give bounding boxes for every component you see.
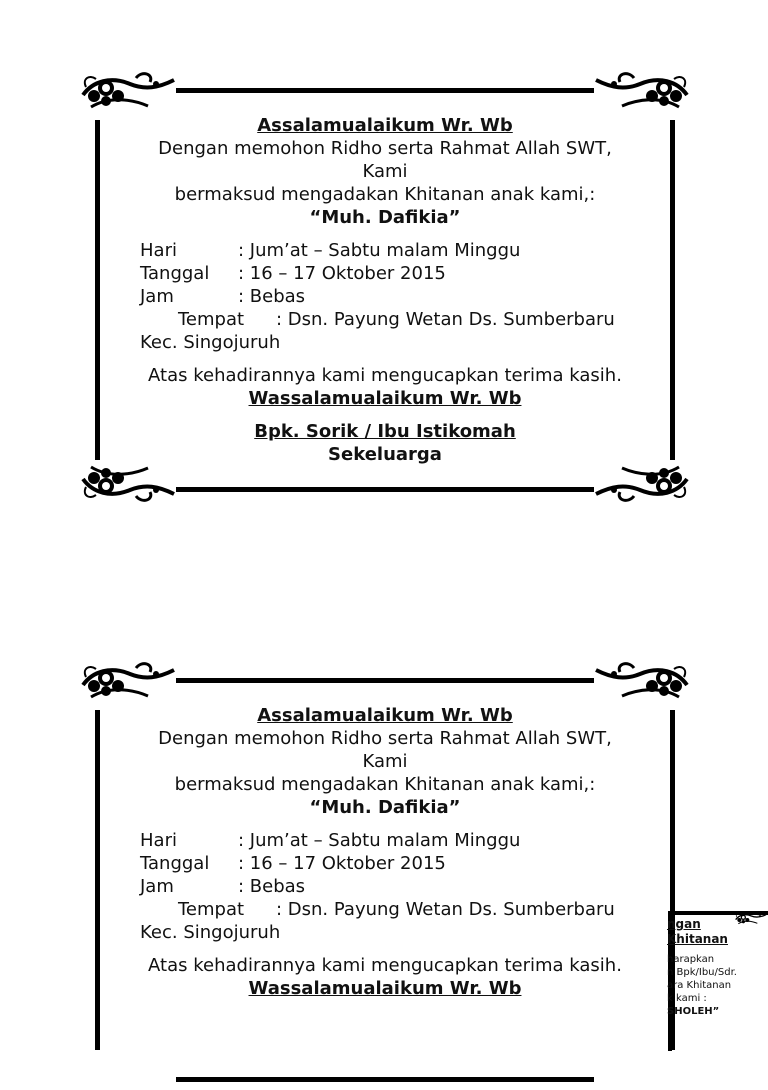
intro-line: Kami <box>362 751 408 772</box>
detail-label: Hari <box>140 240 177 261</box>
detail-value: : 16 – 17 Oktober 2015 <box>238 853 446 874</box>
event-details <box>140 239 664 354</box>
detail-value: : Jum’at – Sabtu malam Minggu <box>238 830 521 851</box>
detail-row <box>140 852 664 875</box>
frame-top-border <box>176 678 594 683</box>
partial-line: Khitanan <box>667 932 728 946</box>
partial-line: ngan <box>667 917 701 931</box>
frame-bottom-border <box>176 487 594 492</box>
corner-ornament-icon <box>734 905 768 933</box>
partial-line: ara Khitanan <box>667 980 732 991</box>
detail-value: : Bebas <box>238 876 306 897</box>
greeting: Assalamualaikum Wr. Wb <box>257 115 513 136</box>
detail-label: Tempat <box>178 899 245 920</box>
frame-top-border <box>176 88 594 93</box>
corner-ornament-icon <box>78 662 180 704</box>
thanks-line: Atas kehadirannya kami mengucapkan terima kasih. <box>148 365 622 386</box>
hosts: Bpk. Sorik / Ibu Istikomah <box>254 421 516 442</box>
detail-label: Jam <box>140 286 174 307</box>
family: Sekeluarga <box>328 444 442 465</box>
invitation-content <box>106 704 664 1000</box>
event-details <box>140 829 664 944</box>
detail-row <box>140 875 664 898</box>
detail-value: : 16 – 17 Oktober 2015 <box>238 263 446 284</box>
intro-line: Dengan memohon Ridho serta Rahmat Allah SWT, <box>158 728 612 749</box>
frame-left-border <box>95 710 100 1050</box>
detail-row: Kec. Singojuruh <box>140 922 281 943</box>
detail-label: Tanggal <box>140 263 210 284</box>
corner-ornament-icon <box>590 460 692 502</box>
frame-bottom-border <box>176 1077 594 1082</box>
partial-card-text <box>667 917 737 1018</box>
closing: Wassalamualaikum Wr. Wb <box>248 978 522 999</box>
detail-row <box>140 308 664 331</box>
corner-ornament-icon <box>78 460 180 502</box>
detail-row <box>140 262 664 285</box>
detail-row <box>140 285 664 308</box>
frame-left-border <box>95 120 100 460</box>
invitation-card <box>78 670 692 1090</box>
partial-invitation-card <box>650 905 768 1045</box>
greeting: Assalamualaikum Wr. Wb <box>257 705 513 726</box>
detail-row <box>140 898 664 921</box>
partial-line: n Bpk/Ibu/Sdr. <box>667 967 737 978</box>
invitation-card <box>78 80 692 500</box>
closing: Wassalamualaikum Wr. Wb <box>248 388 522 409</box>
intro-line: Kami <box>362 161 408 182</box>
detail-value: : Jum’at – Sabtu malam Minggu <box>238 240 521 261</box>
partial-line: k kami : <box>667 993 707 1004</box>
invitation-content <box>106 114 664 466</box>
detail-label: Hari <box>140 830 177 851</box>
frame-right-border <box>670 120 675 460</box>
intro-line: bermaksud mengadakan Khitanan anak kami,: <box>174 774 596 795</box>
partial-line: harapkan <box>667 954 715 965</box>
detail-row <box>140 239 664 262</box>
corner-ornament-icon <box>590 662 692 704</box>
child-name: “Muh. Dafikia” <box>309 207 461 228</box>
partial-line: SHOLEH” <box>667 1006 720 1017</box>
detail-value: : Bebas <box>238 286 306 307</box>
detail-row: Kec. Singojuruh <box>140 332 281 353</box>
thanks-line: Atas kehadirannya kami mengucapkan terima kasih. <box>148 955 622 976</box>
corner-ornament-icon <box>590 72 692 114</box>
child-name: “Muh. Dafikia” <box>309 797 461 818</box>
detail-label: Jam <box>140 876 174 897</box>
detail-row <box>140 829 664 852</box>
intro-line: bermaksud mengadakan Khitanan anak kami,: <box>174 184 596 205</box>
intro-line: Dengan memohon Ridho serta Rahmat Allah SWT, <box>158 138 612 159</box>
detail-label: Tempat <box>178 309 245 330</box>
detail-value: : Dsn. Payung Wetan Ds. Sumberbaru <box>276 899 615 920</box>
detail-label: Tanggal <box>140 853 210 874</box>
corner-ornament-icon <box>78 72 180 114</box>
detail-value: : Dsn. Payung Wetan Ds. Sumberbaru <box>276 309 615 330</box>
